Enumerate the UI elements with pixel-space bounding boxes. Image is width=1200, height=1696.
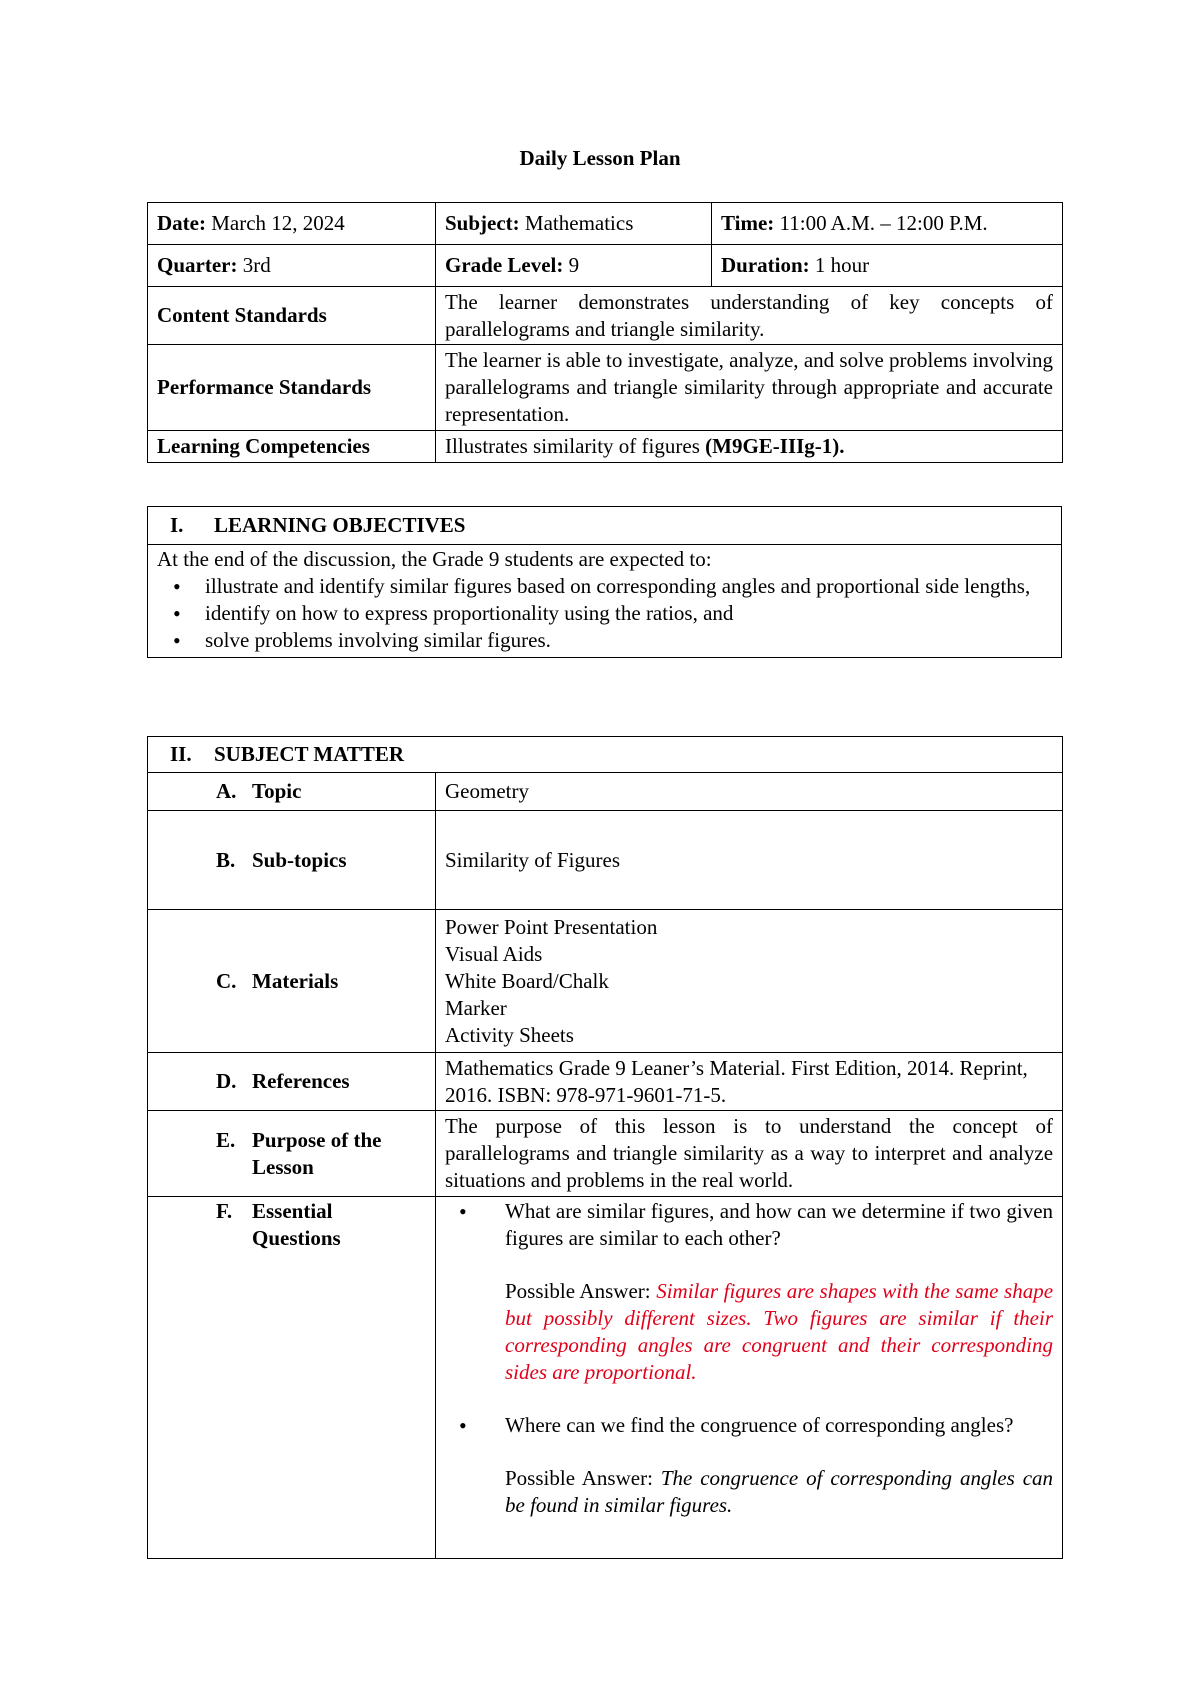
table-row (148, 345, 1063, 431)
purpose-label-cell (148, 1111, 436, 1197)
objectives-body (148, 545, 1062, 658)
list-item (445, 1198, 1053, 1412)
learning-competencies-value: Illustrates similarity of figures (445, 434, 700, 458)
references-label: References (252, 1069, 350, 1093)
time-label: Time: (721, 211, 775, 235)
subject-matter-title: SUBJECT MATTER (214, 742, 405, 766)
purpose-label: Purpose of the Lesson (252, 1127, 382, 1179)
date-label: Date: (157, 211, 206, 235)
duration-cell (712, 245, 1063, 287)
subject-value: Mathematics (524, 211, 634, 235)
subject-matter-number: II. (170, 742, 192, 766)
subtopics-value: Similarity of Figures (436, 811, 1063, 910)
topic-label: Topic (252, 779, 302, 803)
objectives-heading (148, 507, 1062, 545)
table-row (148, 1197, 1063, 1559)
essential-questions-cell (436, 1197, 1063, 1559)
answer-text: Similar figures are shapes with the same shape but possibly different sizes. Two figures are similar if their corresponding angles are congruent and their corresponding sides are proportional. (505, 1279, 1054, 1384)
question-text: • What are similar figures, and how can we determine if two given figures are similar to each other? (505, 1199, 1054, 1250)
table-row (148, 545, 1062, 658)
question-text: • Where can we find the congruence of corresponding angles? (505, 1413, 1014, 1437)
table-row (148, 507, 1062, 545)
objectives-list (157, 573, 1052, 654)
duration-label: Duration: (721, 253, 810, 277)
quarter-value: 3rd (242, 253, 271, 277)
content-standards-value: The learner demonstrates understanding of key concepts of parallelograms and triangle similarity. (436, 287, 1063, 345)
purpose-value: The purpose of this lesson is to understand the concept of parallelograms and triangle similarity as a way to interpret and analyze situations and problems in the real world. (436, 1111, 1063, 1197)
performance-standards-label: Performance Standards (148, 345, 436, 431)
subtopics-label: Sub-topics (252, 847, 347, 872)
table-row (148, 245, 1063, 287)
subtopics-letter: B. (216, 847, 236, 872)
page-title: Daily Lesson Plan (519, 146, 681, 170)
table-row (148, 1111, 1063, 1197)
performance-standards-value: The learner is able to investigate, analyze, and solve problems involving parallelograms and triangle similarity through appropriate and accurate representation. (436, 345, 1063, 431)
answer-text: The congruence of corresponding angles can be found in similar figures. (505, 1466, 1054, 1517)
table-row (148, 1053, 1063, 1111)
table-row (148, 737, 1063, 773)
subject-cell (436, 203, 712, 245)
answer-block (505, 1278, 1053, 1386)
references-letter: D. (216, 1069, 237, 1093)
lesson-header-table (147, 202, 1063, 463)
answer-block (505, 1465, 1053, 1519)
list-item: Power Point Presentation (445, 914, 658, 939)
time-cell (712, 203, 1063, 245)
subtopics-label-cell (148, 811, 436, 910)
competency-code: (M9GE-IIIg-1). (705, 434, 845, 458)
list-item: • solve problems involving similar figures. (157, 627, 1052, 654)
list-item: Visual Aids (445, 941, 543, 966)
essential-letter: F. (216, 1199, 233, 1223)
references-value: Mathematics Grade 9 Leaner’s Material. First Edition, 2014. Reprint, 2016. ISBN: 978-971-9601-71-5. (436, 1053, 1063, 1111)
quarter-cell (148, 245, 436, 287)
materials-letter: C. (216, 968, 237, 993)
materials-label-cell (148, 910, 436, 1053)
table-row (148, 287, 1063, 345)
table-row (148, 811, 1063, 910)
date-value: March 12, 2024 (211, 211, 345, 235)
table-row (148, 431, 1063, 463)
essential-questions-list (445, 1198, 1053, 1519)
topic-value: Geometry (436, 773, 1063, 811)
learning-competencies-cell (436, 431, 1063, 463)
subject-matter-heading (148, 737, 1063, 773)
list-item (445, 1412, 1053, 1519)
essential-label: Essential Questions (252, 1199, 341, 1250)
objectives-title: LEARNING OBJECTIVES (214, 513, 466, 537)
objectives-intro: At the end of the discussion, the Grade 9 students are expected to: (157, 547, 712, 571)
materials-label: Materials (252, 968, 339, 993)
duration-value: 1 hour (814, 253, 870, 277)
answer-label: Possible Answer: (505, 1466, 653, 1490)
list-item: • identify on how to express proportionality using the ratios, and (157, 600, 1052, 627)
list-item: Activity Sheets (445, 1022, 574, 1047)
learning-competencies-label: Learning Competencies (148, 431, 436, 463)
grade-label: Grade Level: (445, 253, 564, 277)
grade-value: 9 (568, 253, 580, 277)
objectives-number: I. (170, 513, 184, 537)
essential-label-cell (148, 1197, 436, 1559)
references-label-cell (148, 1053, 436, 1111)
table-row (148, 773, 1063, 811)
quarter-label: Quarter: (157, 253, 238, 277)
list-item: Marker (445, 995, 507, 1020)
list-item: White Board/Chalk (445, 968, 609, 993)
grade-cell (436, 245, 712, 287)
purpose-letter: E. (216, 1127, 236, 1152)
table-row (148, 203, 1063, 245)
learning-objectives-table (147, 506, 1062, 658)
table-row (148, 910, 1063, 1053)
topic-label-cell (148, 773, 436, 811)
topic-letter: A. (216, 779, 237, 803)
subject-label: Subject: (445, 211, 520, 235)
materials-value (436, 910, 1063, 1053)
time-value: 11:00 A.M. – 12:00 P.M. (779, 211, 988, 235)
content-standards-label: Content Standards (148, 287, 436, 345)
date-cell (148, 203, 436, 245)
subject-matter-table (147, 736, 1063, 1559)
list-item: • illustrate and identify similar figures based on corresponding angles and proportional side lengths, (157, 573, 1052, 600)
answer-label: Possible Answer: (505, 1279, 651, 1303)
